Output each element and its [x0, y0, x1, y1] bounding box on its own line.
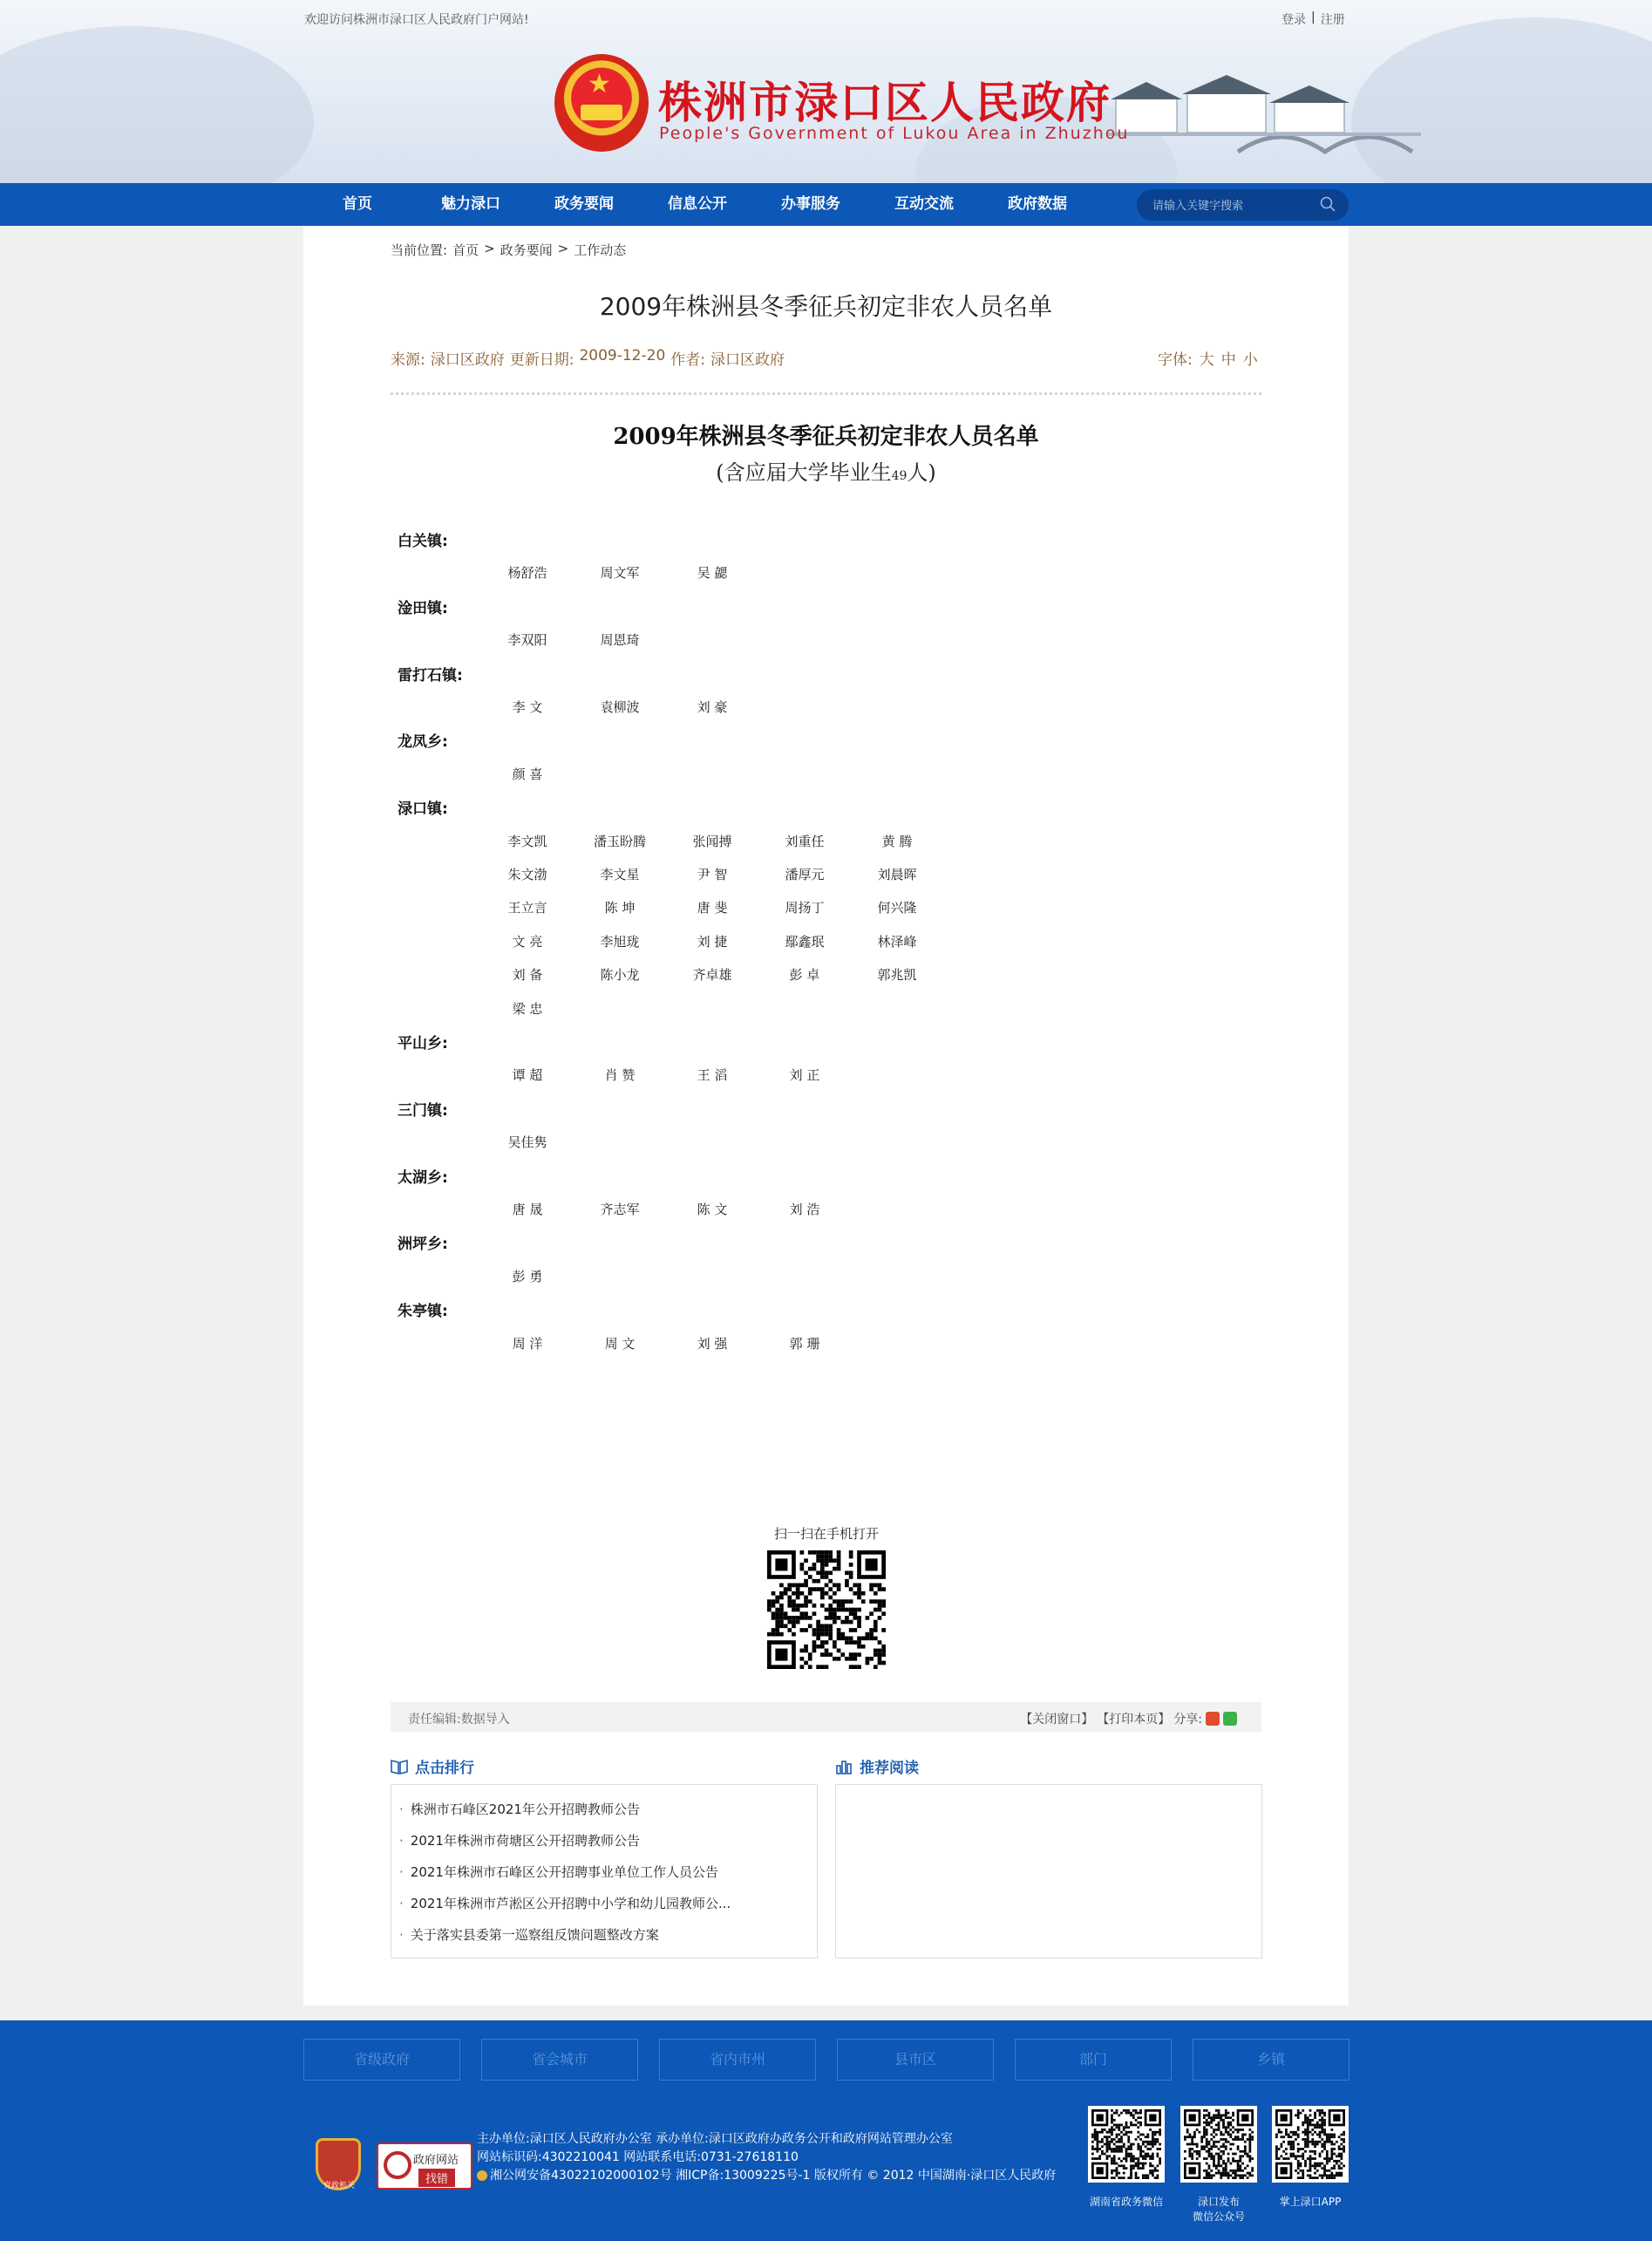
- article-tools: [1020, 1710, 1237, 1727]
- town-name: 洲坪乡:: [398, 1236, 448, 1254]
- qr-caption-app: 掌上渌口APP: [1279, 2196, 1342, 2208]
- ranking-item-label[interactable]: 株洲市石峰区2021年公开招聘教师公告: [410, 1802, 640, 1817]
- ranking-item[interactable]: [399, 1894, 731, 1912]
- person-name: 刘 捷: [697, 933, 728, 950]
- bar-chart-icon: [835, 1759, 853, 1774]
- gov-site-badge-text: 政府网站: [413, 2154, 459, 2167]
- doc-subtitle-prefix: (含应届大学毕业生: [716, 460, 892, 485]
- footer-record-text: 湘公网安备43022102000102号 湘ICP备:13009225号-1 版权所有 © 2012 中国湖南·渌口区人民政府: [490, 2169, 1057, 2183]
- meta-source-label: 来源:: [391, 351, 425, 369]
- site-subtitle: People's Government of Lukou Area in Zhuzhou: [659, 124, 1130, 143]
- ranking-item-label[interactable]: 2021年株洲市石峰区公开招聘事业单位工作人员公告: [410, 1864, 718, 1880]
- person-name: 刘晨晖: [877, 867, 917, 882]
- share-label: 分享:: [1173, 1713, 1202, 1727]
- bullet-icon: ·: [399, 1833, 404, 1849]
- bullet-icon: ·: [399, 1927, 404, 1943]
- breadcrumb-work-news[interactable]: 工作动态: [574, 242, 627, 258]
- person-name: 王 滔: [697, 1067, 728, 1084]
- dotted-divider: [391, 392, 1261, 395]
- breadcrumb-prefix: 当前位置:: [391, 242, 448, 258]
- footer-link-button[interactable]: 省内市州: [659, 2039, 816, 2081]
- person-name: 林泽峰: [877, 933, 917, 950]
- person-name: 李 文: [512, 699, 543, 715]
- person-name: 吴佳隽: [507, 1134, 547, 1151]
- editor-text: 责任编辑:数据导入: [408, 1713, 510, 1727]
- emblem-gate-icon: [581, 105, 622, 120]
- find-error-badge-text: 找错: [418, 2169, 455, 2187]
- person-name: 周文军: [600, 565, 640, 582]
- person-name: 李双阳: [507, 632, 547, 649]
- font-size-medium[interactable]: 中: [1220, 351, 1236, 369]
- person-name: 刘重任: [785, 833, 825, 849]
- link-separator: |: [1311, 10, 1315, 24]
- footer-link-button[interactable]: 乡镇: [1193, 2039, 1349, 2081]
- person-name: 文 亮: [512, 933, 543, 950]
- nav-gov-news[interactable]: 政务要闻: [554, 195, 614, 213]
- person-name: 陈小龙: [600, 967, 640, 984]
- town-name: 龙凤乡:: [398, 733, 448, 752]
- nav-services[interactable]: 办事服务: [781, 195, 840, 213]
- meta-date-label: 更新日期:: [509, 351, 574, 369]
- ranking-item[interactable]: [399, 1800, 640, 1818]
- person-name: 齐卓雄: [692, 967, 732, 984]
- wechat-share-icon[interactable]: [1223, 1712, 1237, 1726]
- breadcrumb-sep: >: [484, 241, 495, 256]
- person-name: 潘厚元: [785, 867, 825, 882]
- person-name: 周 洋: [512, 1335, 543, 1352]
- recommend-header: [835, 1755, 919, 1777]
- person-name: 周恩琦: [600, 632, 640, 649]
- footer-host-info: 主办单位:渌口区人民政府办公室 承办单位:渌口区政府办政务公开和政府网站管理办公室: [477, 2132, 953, 2146]
- breadcrumb-home[interactable]: 首页: [452, 242, 479, 258]
- login-link[interactable]: 登录: [1281, 13, 1306, 27]
- content-panel: [303, 226, 1349, 2006]
- footer-link-button[interactable]: 省级政府: [303, 2039, 460, 2081]
- meta-author: 渌口区政府: [710, 351, 785, 369]
- footer-link-button[interactable]: 县市区: [837, 2039, 994, 2081]
- town-name: 白关镇:: [398, 533, 448, 550]
- person-name: 李文星: [600, 867, 640, 882]
- doc-subtitle-suffix: 人): [907, 460, 936, 485]
- breadcrumb: [391, 241, 626, 259]
- bullet-icon: ·: [399, 1802, 404, 1817]
- ranking-item-label[interactable]: 2021年株洲市芦淞区公开招聘中小学和幼儿园教师公...: [410, 1896, 731, 1911]
- person-name: 刘 备: [512, 967, 543, 984]
- recommend-title: 推荐阅读: [860, 1760, 919, 1777]
- person-name: 潘玉盼腾: [593, 833, 646, 849]
- search-icon[interactable]: [1320, 196, 1336, 212]
- recommend-box: [835, 1784, 1262, 1958]
- magnifier-icon: [384, 2151, 411, 2179]
- person-name: 鄢鑫珉: [785, 933, 825, 950]
- party-gov-badge-icon[interactable]: [316, 2138, 361, 2190]
- person-name: 尹 智: [697, 867, 728, 882]
- ranking-item-label[interactable]: 关于落实县委第一巡察组反馈问题整改方案: [410, 1927, 659, 1943]
- font-size-label: 字体:: [1158, 351, 1193, 369]
- person-name: 陈 文: [697, 1202, 728, 1217]
- person-name: 齐志军: [600, 1202, 640, 1217]
- person-name: 唐 晟: [512, 1202, 543, 1217]
- article-meta: [391, 347, 785, 369]
- town-name: 淦田镇:: [398, 599, 448, 617]
- print-page-link[interactable]: 【打印本页】: [1097, 1713, 1171, 1727]
- gov-site-error-badge[interactable]: [377, 2142, 472, 2190]
- nav-info-disclosure[interactable]: 信息公开: [668, 195, 727, 213]
- person-name: 刘 正: [789, 1067, 820, 1084]
- font-size-large[interactable]: 大: [1199, 351, 1214, 369]
- person-name: 陈 坤: [604, 900, 636, 916]
- qr-caption-hunan: 湖南省政务微信: [1089, 2196, 1163, 2208]
- person-name: 袁柳波: [600, 699, 640, 715]
- ranking-item[interactable]: [399, 1831, 640, 1849]
- meta-date: 2009-12-20: [579, 347, 666, 364]
- document-subtitle: [391, 455, 1261, 486]
- person-name: 周扬丁: [785, 900, 825, 916]
- person-name: 梁 忠: [512, 1000, 543, 1017]
- search-box: [1137, 189, 1349, 221]
- book-icon: [391, 1759, 408, 1774]
- person-name: 何兴隆: [877, 900, 917, 916]
- lukou-wechat-qr: [1180, 2106, 1257, 2183]
- person-name: 郭兆凯: [877, 967, 917, 984]
- doc-subtitle-count: 49: [891, 469, 908, 483]
- page-qr-code: [767, 1550, 886, 1669]
- person-name: 黄 腾: [881, 833, 913, 849]
- ranking-item[interactable]: [399, 1863, 718, 1881]
- national-emblem-icon: [554, 54, 649, 152]
- person-name: 王立言: [507, 900, 547, 916]
- nav-home[interactable]: 首页: [343, 195, 372, 213]
- site-title[interactable]: 株洲市渌口区人民政府: [658, 78, 1112, 128]
- footer-record: [477, 2166, 1056, 2183]
- font-size-control: [1158, 347, 1258, 369]
- nav-interaction[interactable]: 互动交流: [894, 195, 954, 213]
- person-name: 吴 勰: [697, 565, 728, 582]
- meta-source: 渌口区政府: [430, 351, 505, 369]
- hunan-wechat-qr: [1088, 2106, 1165, 2183]
- qr-caption-lukou-wechat: 渌口发布 微信公众号: [1192, 2196, 1245, 2223]
- person-name: 谭 超: [512, 1067, 543, 1084]
- town-name: 太湖乡:: [398, 1168, 448, 1187]
- breadcrumb-gov-news[interactable]: 政务要闻: [500, 242, 553, 258]
- town-name: 三门镇:: [398, 1101, 448, 1120]
- person-name: 周 文: [604, 1335, 636, 1352]
- document-title: 2009年株洲县冬季征兵初定非农人员名单: [613, 424, 1039, 450]
- font-size-small[interactable]: 小: [1242, 351, 1258, 369]
- person-name: 张闻搏: [692, 833, 732, 849]
- qr-label: 扫一扫在手机打开: [773, 1526, 879, 1542]
- welcome-text: 欢迎访问株洲市渌口区人民政府门户网站!: [304, 13, 529, 27]
- town-name: 雷打石镇:: [398, 666, 463, 685]
- person-name: 刘 豪: [697, 699, 728, 715]
- search-input[interactable]: [1152, 196, 1314, 214]
- person-name: 彭 卓: [789, 967, 820, 984]
- person-name: 郭 珊: [789, 1335, 820, 1352]
- banner-hill: [0, 26, 314, 183]
- village-illustration: [1107, 72, 1421, 155]
- town-name: 朱亭镇:: [398, 1303, 448, 1321]
- meta-author-label: 作者:: [670, 351, 705, 369]
- bullet-icon: ·: [399, 1864, 404, 1880]
- footer-site-id: 网站标识码:4302210041 网站联系电话:0731-27618110: [477, 2150, 799, 2164]
- ranking-header: [391, 1755, 474, 1777]
- person-name: 杨舒浩: [507, 565, 547, 582]
- close-window-link[interactable]: 【关闭窗口】: [1020, 1713, 1094, 1727]
- town-name: 平山乡:: [398, 1035, 448, 1052]
- nav-charm-lukou[interactable]: 魅力渌口: [441, 195, 500, 213]
- person-name: 刘 浩: [789, 1202, 820, 1217]
- person-name: 唐 斐: [697, 900, 728, 916]
- town-name: 渌口镇:: [398, 800, 448, 819]
- ranking-item-label[interactable]: 2021年株洲市荷塘区公开招聘教师公告: [410, 1833, 640, 1849]
- bullet-icon: ·: [399, 1896, 404, 1911]
- nav-gov-data[interactable]: 政府数据: [1008, 195, 1067, 213]
- weibo-share-icon[interactable]: [1206, 1712, 1220, 1726]
- footer-link-button[interactable]: 省会城市: [481, 2039, 638, 2081]
- breadcrumb-sep: >: [557, 241, 569, 256]
- top-links: [1281, 10, 1345, 28]
- register-link[interactable]: 注册: [1320, 13, 1345, 27]
- person-name: 朱文渤: [507, 867, 547, 882]
- person-name: 肖 赞: [604, 1067, 636, 1084]
- ranking-title: 点击排行: [415, 1760, 474, 1777]
- party-gov-badge-text: 党政机关: [323, 2182, 356, 2190]
- lukou-app-qr: [1272, 2106, 1349, 2183]
- main-nav: [0, 183, 1652, 226]
- article-toolbar: [391, 1702, 1261, 1732]
- person-name: 颜 喜: [512, 766, 543, 782]
- ranking-item[interactable]: [399, 1925, 659, 1944]
- police-badge-icon: [477, 2170, 487, 2181]
- person-name: 李文凯: [507, 833, 547, 849]
- person-name: 彭 勇: [512, 1268, 543, 1284]
- footer-link-button[interactable]: 部门: [1015, 2039, 1172, 2081]
- person-name: 刘 强: [697, 1335, 728, 1352]
- person-name: 李旭珑: [600, 933, 640, 950]
- emblem-star-icon: ★: [588, 69, 611, 99]
- article-title: 2009年株洲县冬季征兵初定非农人员名单: [599, 292, 1053, 321]
